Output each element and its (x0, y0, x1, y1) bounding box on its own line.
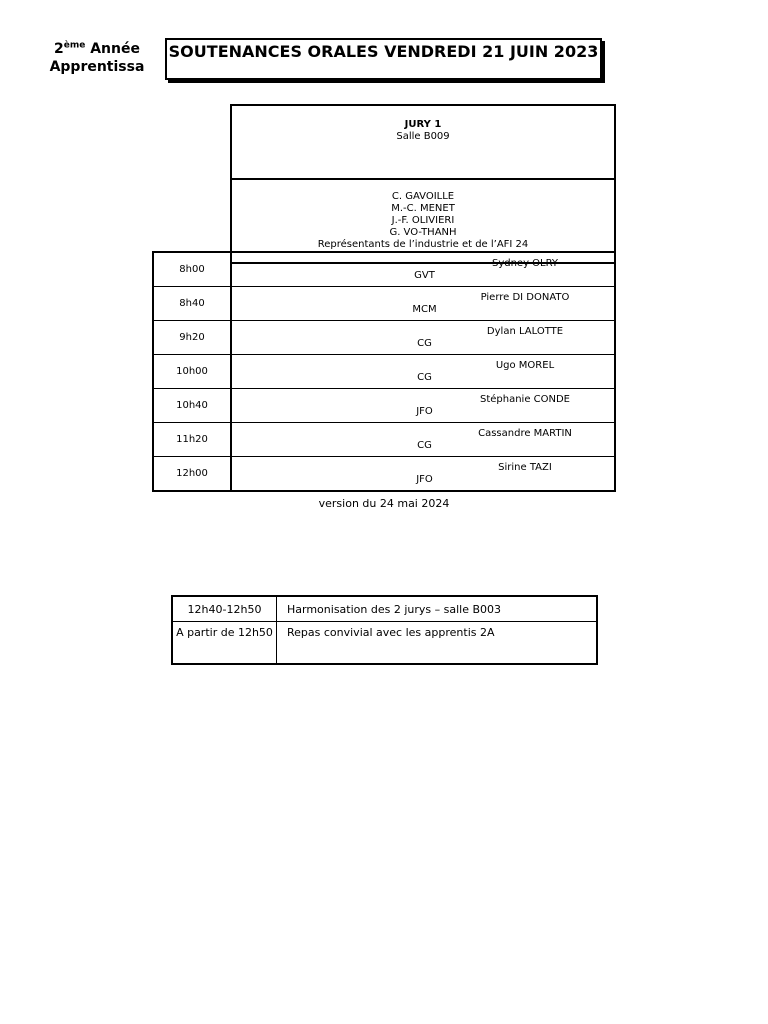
table-row (153, 389, 615, 423)
slot-cell (231, 252, 615, 287)
jury-member: J.-F. OLIVIERI (391, 215, 455, 226)
time-slot: 10h00 (153, 355, 231, 389)
jury-member: M.-C. MENET (391, 203, 455, 214)
table-row (153, 321, 615, 355)
examiner-code: CG (417, 372, 432, 383)
jury-room: Salle B009 (396, 131, 450, 142)
version-note: version du 24 mai 2024 (318, 497, 450, 510)
slot-cell (231, 457, 615, 492)
student-name: Sirine TAZI (498, 462, 552, 473)
slot-cell (231, 321, 615, 355)
program-name: Apprentissa (49, 59, 145, 75)
event-time: A partir de 12h50 (172, 622, 277, 665)
examiner-code: CG (417, 440, 432, 451)
examiner-code: JFO (416, 406, 433, 417)
slot-cell (231, 423, 615, 457)
time-slot: 11h20 (153, 423, 231, 457)
jury-header (231, 105, 615, 179)
slot-cell (231, 287, 615, 321)
table-row (153, 252, 615, 287)
table-row (172, 622, 597, 665)
schedule-table (152, 251, 616, 492)
time-slot: 12h00 (153, 457, 231, 492)
student-name: Stéphanie CONDE (479, 394, 571, 405)
student-name: Pierre DI DONATO (480, 292, 570, 303)
examiner-code: GVT (414, 270, 435, 281)
jury-member: Représentants de l’industrie et de l’AFI 24 (317, 239, 529, 250)
table-row (153, 423, 615, 457)
slot-cell (231, 355, 615, 389)
student-name: Dylan LALOTTE (486, 326, 564, 337)
jury-name: JURY 1 (404, 119, 442, 130)
year-word: Année (85, 41, 140, 57)
year-suffix: ème (63, 40, 86, 51)
time-slot: 8h00 (153, 252, 231, 287)
table-row (172, 596, 597, 622)
table-row (153, 457, 615, 492)
year-number: 2 (54, 41, 64, 57)
student-name: Cassandre MARTIN (478, 428, 572, 439)
time-slot: 10h40 (153, 389, 231, 423)
examiner-code: JFO (416, 474, 433, 485)
extra-events-table (171, 595, 598, 665)
event-description: Harmonisation des 2 jurys – salle B003 (277, 596, 598, 622)
table-row (153, 287, 615, 321)
student-name: Ugo MOREL (495, 360, 555, 371)
year-label (40, 40, 154, 76)
time-slot: 8h40 (153, 287, 231, 321)
examiner-code: MCM (412, 304, 437, 315)
examiner-code: CG (417, 338, 432, 349)
jury-member: C. GAVOILLE (391, 191, 455, 202)
student-name: Sydney OLRY (491, 258, 559, 269)
jury-table (230, 104, 616, 264)
time-slot: 9h20 (153, 321, 231, 355)
slot-cell (231, 389, 615, 423)
event-time: 12h40-12h50 (172, 596, 277, 622)
table-row (153, 355, 615, 389)
event-description: Repas convivial avec les apprentis 2A (287, 626, 495, 639)
page-title: SOUTENANCES ORALES VENDREDI 21 JUIN 2023 (165, 38, 602, 80)
jury-member: G. VO-THANH (389, 227, 457, 238)
